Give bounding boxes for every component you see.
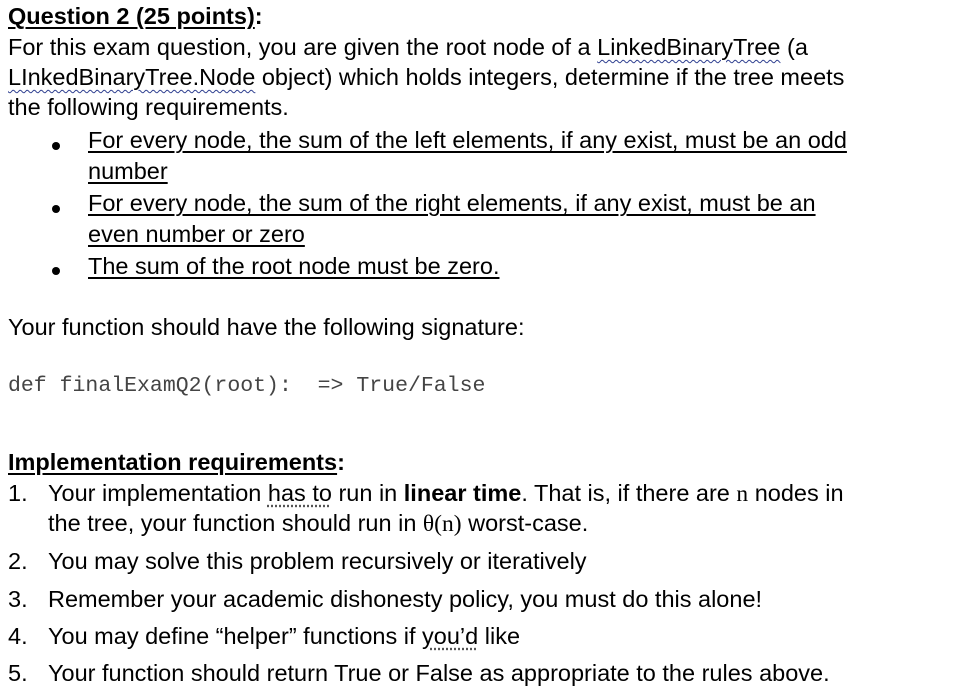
intro-text: the following requirements. (8, 94, 289, 120)
impl-item-5: Your function should return True or False as appropriate to the rules above. (48, 660, 830, 686)
impl-item-1-line-2 (48, 509, 588, 538)
intro-line-2 (8, 63, 844, 91)
item-text-marked: you’d (422, 623, 479, 649)
requirement-1-line-1 (88, 126, 847, 154)
bullet-icon (52, 142, 60, 150)
item-text: . That is, if there are (521, 480, 737, 506)
item-number: 2. (8, 548, 28, 574)
math-theta-n: θ(n) (422, 511, 462, 537)
requirement-2-line-1 (88, 189, 816, 217)
function-signature-code: def finalExamQ2(root): => True/False (8, 374, 486, 398)
signature-intro (8, 313, 524, 341)
math-n: n (736, 481, 749, 507)
requirement-3-line-1 (88, 252, 499, 280)
requirement-2-line-2 (88, 220, 305, 248)
intro-text: object) which holds integers, determine if the tree meets (255, 64, 845, 90)
item-text: nodes in (748, 480, 844, 506)
requirement-text: even number or zero (88, 221, 305, 247)
intro-text: (a (780, 34, 808, 60)
implementation-heading (8, 448, 345, 476)
item-text: like (478, 623, 521, 649)
item-text: worst-case. (461, 510, 589, 536)
intro-text: For this exam question, you are given the root node of a (8, 34, 598, 60)
item-text: run in (331, 480, 404, 506)
intro-line-3 (8, 93, 289, 121)
item-text: Your implementation (48, 480, 268, 506)
question-title: Question 2 (25 points) (8, 3, 255, 29)
requirement-text: For every node, the sum of the left elements, if any exist, must be an odd (88, 127, 847, 153)
item-number: 3. (8, 586, 28, 612)
item-text: You may define “helper” functions if (48, 623, 423, 649)
impl-item-1-line-1 (48, 479, 844, 508)
signature-intro-text: Your function should have the following signature: (8, 314, 525, 340)
intro-line-1 (8, 33, 808, 61)
requirement-text: The sum of the root node must be zero. (88, 253, 500, 279)
question-heading (8, 2, 263, 30)
implementation-title-colon: : (337, 449, 345, 475)
class-name-node: LInkedBinaryTree.Node (8, 64, 256, 90)
requirement-1-line-2 (88, 157, 168, 185)
requirement-text: number (88, 158, 168, 184)
item-text-bold: linear time (403, 480, 522, 506)
item-number: 5. (8, 660, 28, 686)
item-number: 1. (8, 480, 28, 506)
class-name-linkedbinarytree: LinkedBinaryTree (597, 34, 781, 60)
impl-item-2: You may solve this problem recursively or iteratively (48, 548, 587, 574)
item-text-marked: has to (267, 480, 332, 506)
item-number: 4. (8, 623, 28, 649)
impl-item-4 (48, 622, 520, 650)
item-text: the tree, your function should run in (48, 510, 423, 536)
bullet-icon (52, 267, 60, 275)
implementation-title: Implementation requirements (8, 449, 338, 475)
impl-item-3: Remember your academic dishonesty policy, you must do this alone! (48, 586, 763, 612)
requirement-text: For every node, the sum of the right elements, if any exist, must be an (88, 190, 816, 216)
question-title-colon: : (254, 3, 263, 29)
bullet-icon (52, 205, 60, 213)
